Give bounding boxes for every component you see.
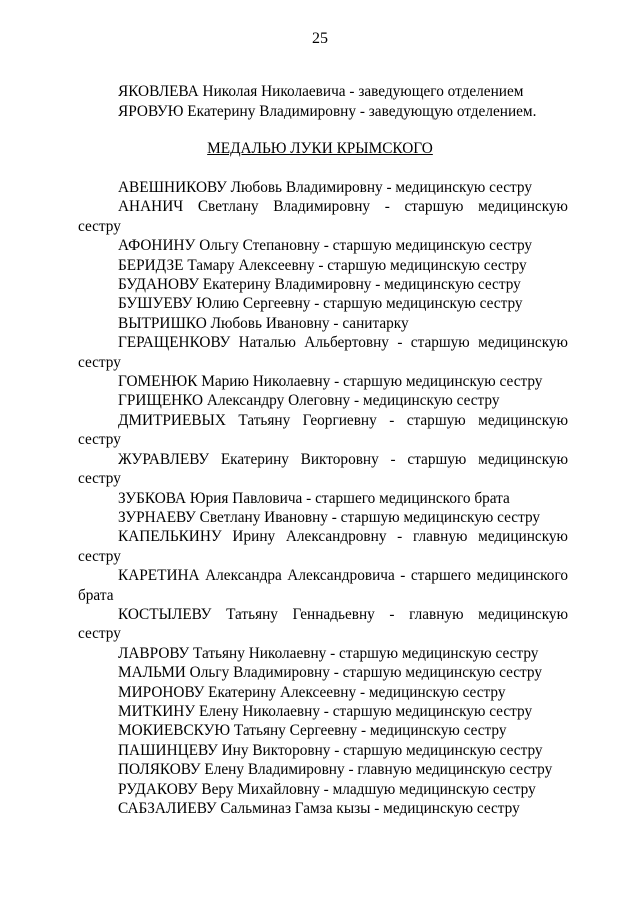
award-entry [78,411,568,450]
award-entry-text: АНАНИЧ Светлану Владимировну - старшую медицинскую [118,198,568,216]
award-entry [78,760,568,779]
award-entry [78,780,568,799]
intro-line: ЯРОВУЮ Екатерину Владимировну - заведующую отделением. [118,103,537,120]
award-entry [78,527,568,566]
section-title: МЕДАЛЬЮ ЛУКИ КРЫМСКОГО [207,140,433,157]
award-entry [78,178,568,197]
award-entry-text: КАРЕТИНА Александра Александровича - старшего медицинского [118,567,568,585]
award-entry-text: БЕРИДЗЕ Тамару Алексеевну - старшую медицинскую сестру [118,256,527,274]
award-entry [78,799,568,818]
award-entry-text: ГРИЩЕНКО Александру Олеговну - медицинскую сестру [118,392,500,410]
award-entry-text: ЗУРНАЕВУ Светлану Ивановну - старшую медицинскую сестру [118,508,541,526]
award-entry [78,566,568,605]
award-entry [78,294,568,313]
award-entry [78,372,568,391]
award-entry [78,489,568,508]
award-entry [78,663,568,682]
award-entry [78,333,568,372]
award-entry-text: КАПЕЛЬКИНУ Ирину Александровну - главную медицинскую [118,528,568,546]
award-entry-text: БУДАНОВУ Екатерину Владимировну - медицинскую сестру [118,276,521,294]
award-entry [78,605,568,644]
award-entry-continuation: сестру [78,470,121,488]
page-number: 25 [312,30,328,47]
award-entry-continuation: брата [78,586,114,604]
award-entry [78,644,568,663]
award-entry-text: ЗУБКОВА Юрия Павловича - старшего медицинского брата [118,489,510,507]
award-entry [78,275,568,294]
award-entry-text: ГОМЕНЮК Марию Николаевну - старшую медицинскую сестру [118,373,543,391]
award-entry-text: МАЛЬМИ Ольгу Владимировну - старшую медицинскую сестру [118,664,543,682]
award-entry [78,702,568,721]
award-list [78,178,568,818]
award-entry-continuation: сестру [78,353,121,371]
award-entry-text: МОКИЕВСКУЮ Татьяну Сергеевну - медицинскую сестру [118,722,507,740]
award-entry-text: АВЕШНИКОВУ Любовь Владимировну - медицинскую сестру [118,179,533,196]
award-entry [78,314,568,333]
award-entry-continuation: сестру [78,547,121,565]
award-entry-text: КОСТЫЛЕВУ Татьяну Геннадьевну - главную медицинскую [118,605,568,623]
award-entry-text: ДМИТРИЕВЫХ Татьяну Георгиевну - старшую медицинскую [118,411,568,429]
award-entry-text: ГЕРАЩЕНКОВУ Наталью Альбертовну - старшую медицинскую [118,334,568,352]
award-entry-text: РУДАКОВУ Веру Михайловну - младшую медицинскую сестру [118,780,536,798]
award-entry-text: ВЫТРИШКО Любовь Ивановну - санитарку [118,314,409,332]
award-entry-text: МИРОНОВУ Екатерину Алексеевну - медицинскую сестру [118,683,506,701]
award-entry [78,197,568,236]
award-entry-text: ПАШИНЦЕВУ Ину Викторовну - старшую медицинскую сестру [118,741,543,759]
award-entry [78,683,568,702]
award-entry [78,508,568,527]
intro-block [0,82,640,122]
award-entry-text: САБЗАЛИЕВУ Сальминаз Гамза кызы - медицинскую сестру [118,800,520,817]
award-entry-continuation: сестру [78,217,121,235]
award-entry [78,450,568,489]
award-entry-continuation: сестру [78,625,121,643]
award-entry-text: ЖУРАВЛЕВУ Екатерину Викторовну - старшую медицинскую [118,450,568,468]
award-entry-text: ЛАВРОВУ Татьяну Николаевну - старшую медицинскую сестру [118,644,539,662]
award-entry-text: БУШУЕВУ Юлию Сергеевну - старшую медицинскую сестру [118,295,523,313]
award-entry-text: МИТКИНУ Елену Николаевну - старшую медицинскую сестру [118,702,533,720]
award-entry [78,256,568,275]
award-entry [78,721,568,740]
award-entry [78,741,568,760]
award-entry-text: ПОЛЯКОВУ Елену Владимировну - главную медицинскую сестру [118,761,553,779]
award-entry-text: АФОНИНУ Ольгу Степановну - старшую медицинскую сестру [118,237,533,255]
intro-line: ЯКОВЛЕВА Николая Николаевича - заведующего отделением [118,83,524,100]
award-entry [78,391,568,410]
award-entry [78,236,568,255]
award-entry-continuation: сестру [78,431,121,449]
